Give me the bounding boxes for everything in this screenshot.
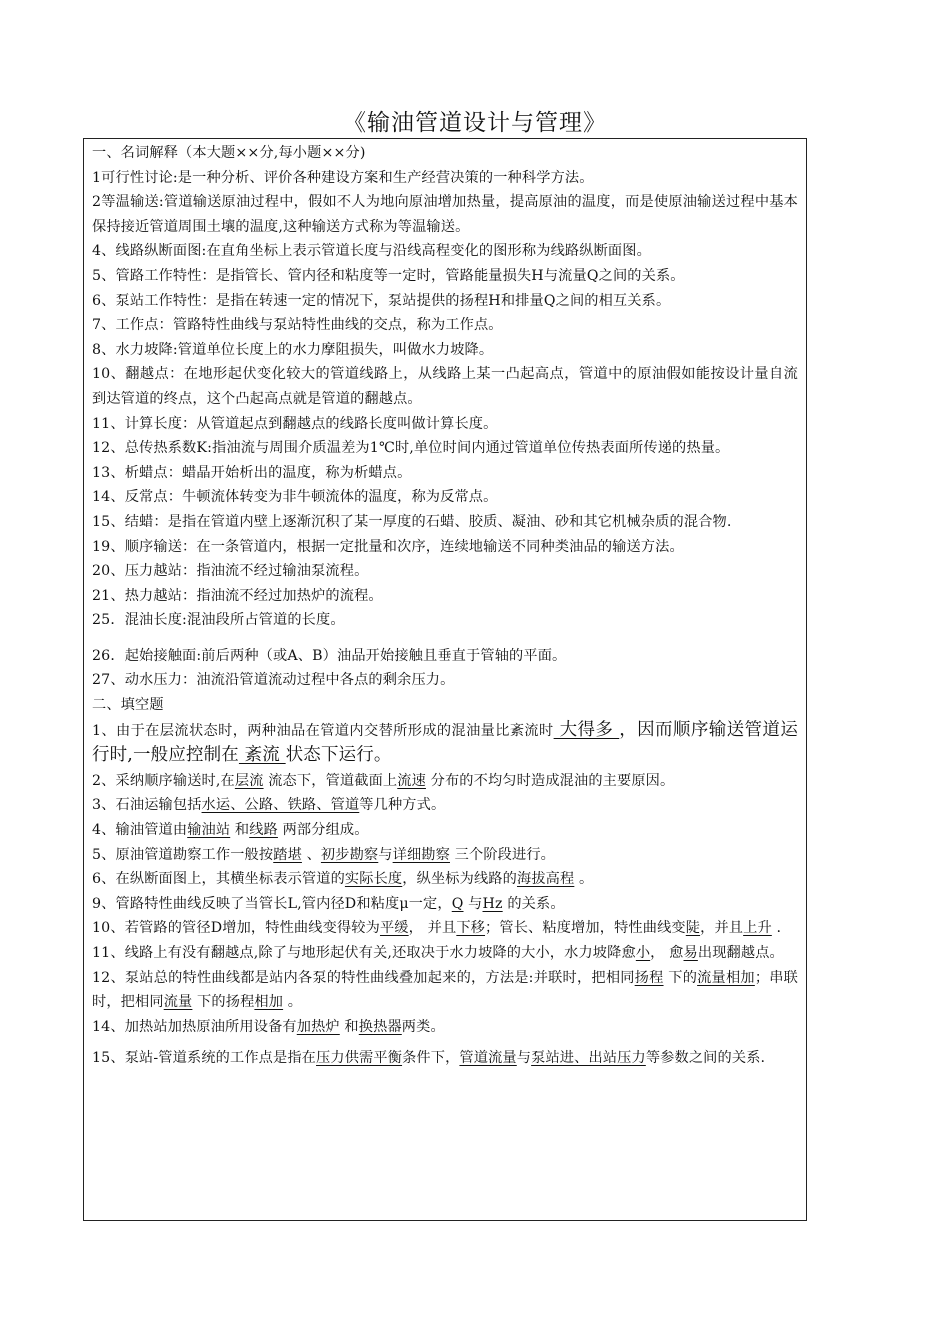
- definition-item: 1可行性讨论:是一种分析、评价各种建设方案和生产经营决策的一种科学方法。: [92, 169, 594, 186]
- question-text: ，纵坐标为线路的: [402, 871, 517, 888]
- question-text: 5、原油管道勘察工作一般按: [92, 846, 274, 863]
- question-text: ，并且: [700, 920, 744, 937]
- definition-item: 15、结蜡：是指在管道内壁上逐渐沉积了某一厚度的石蜡、胶质、凝油、砂和其它机械杂质的混合物.: [92, 513, 732, 530]
- fill-in-item: [92, 941, 798, 966]
- answer-blank: 流速: [397, 772, 426, 789]
- answer-blank: 踏堪: [273, 846, 302, 863]
- fill-in-item: [92, 1043, 798, 1073]
- question-text: 12、泵站总的特性曲线都是站内各泵的特性曲线叠加起来的，方法是:并联时，把相同: [92, 969, 635, 986]
- answer-blank: 实际长度: [344, 871, 403, 888]
- question-text: 1、由于在层流状态时，两种油品在管道内交替所形成的混油量比紊流时: [92, 722, 554, 739]
- question-text: 15、泵站-管道系统的工作点是指在: [92, 1050, 317, 1067]
- question-text: 状态下运行。: [285, 745, 392, 766]
- answer-blank: 管道流量: [459, 1050, 517, 1067]
- fill-in-item: [92, 843, 798, 868]
- question-text: 的关系。: [502, 895, 565, 912]
- definition-item: 20、压力越站：指油流不经过输油泵流程。: [92, 563, 369, 580]
- definition-item: 5、管路工作特性：是指管长、管内径和粘度等一定时，管路能量损失H与流量Q之间的关系。: [92, 267, 685, 284]
- answer-blank: 换热器: [358, 1018, 402, 1035]
- question-text: ，因而顺序输送管道运行时,一般应控制在: [92, 719, 798, 766]
- answer-blank: 输油站: [187, 822, 231, 839]
- question-text: 与: [463, 895, 483, 912]
- question-text: 和: [230, 822, 250, 839]
- question-text: 两部分组成。: [277, 822, 369, 839]
- definition-item: 13、析蜡点：蜡晶开始析出的温度，称为析蜡点。: [92, 464, 412, 481]
- answer-blank: 易: [683, 945, 698, 961]
- fill-in-item: [92, 867, 798, 892]
- question-text: 14、加热站加热原油所用设备有: [92, 1018, 297, 1035]
- definition-item: 8、水力坡降:管道单位长度上的水力摩阻损失，叫做水力坡降。: [92, 341, 494, 358]
- terms-section: [92, 141, 798, 718]
- answer-blank: 线路: [249, 822, 278, 839]
- fill-in-item: [92, 718, 798, 769]
- question-text: 、: [301, 846, 321, 863]
- fill-in-item: [92, 966, 798, 1015]
- question-text: 2、采纳顺序输送时,在: [92, 772, 235, 789]
- definition-item: 14、反常点：牛顿流体转变为非牛顿流体的温度，称为反常点。: [92, 489, 498, 506]
- question-text: 下的: [663, 969, 698, 986]
- question-text: .: [771, 920, 782, 937]
- question-text: 流态下，管道截面上: [263, 772, 398, 789]
- answer-blank: 下移: [456, 920, 486, 937]
- question-text: 三个阶段进行。: [449, 846, 556, 863]
- fill-in-item: [92, 818, 798, 843]
- definition-item: 6、泵站工作特性：是指在转速一定的情况下，泵站提供的扬程H和排量Q之间的相互关系。: [92, 292, 671, 309]
- answer-blank: 详细勘察: [392, 846, 450, 863]
- question-text: 。: [283, 994, 303, 1011]
- fill-in-item: [92, 793, 798, 818]
- definition-item: 10、翻越点：在地形起伏变化较大的管道线路上，从线路上某一凸起高点，管道中的原油假如能按设计量自流到达管道的终点，这个凸起高点就是管道的翻越点。: [92, 366, 798, 407]
- definition-item: 12、总传热系数K:指油流与周围介质温差为1℃时,单位时间内通过管道单位传热表面所传递的热量。: [92, 440, 730, 457]
- definition-item: 2等温输送:管道输送原油过程中，假如不人为地向原油增加热量，提高原油的温度，而是使原油输送过程中基本保持接近管道周围土壤的温度,这种输送方式称为等温输送。: [92, 194, 798, 235]
- definition-item: 19、顺序输送：在一条管道内，根据一定批量和次序，连续地输送不同种类油品的输送方法。: [92, 538, 684, 555]
- answer-blank: 加热炉: [296, 1018, 340, 1035]
- question-text: 3、石油运输包括: [92, 797, 202, 814]
- question-text: 下的扬程: [192, 994, 255, 1011]
- fill-in-item: [92, 1015, 798, 1040]
- answer-blank: 水运、公路、铁路、管道: [201, 797, 360, 814]
- definition-item: 7、工作点：管路特性曲线与泵站特性曲线的交点，称为工作点。: [92, 317, 503, 334]
- answer-blank: 初步勘察: [320, 846, 379, 863]
- question-text: 10、若管路的管径D增加，特性曲线变得较为: [92, 920, 380, 937]
- question-text: 出现翻越点。: [697, 945, 784, 961]
- fill-in-item: [92, 916, 798, 941]
- definition-item: 4、线路纵断面图:在直角坐标上表示管道长度与沿线高程变化的图形称为线路纵断面图。: [92, 243, 651, 260]
- question-text: ， 并且: [408, 920, 457, 937]
- section-heading-definitions: 一、名词解释（本大题××分,每小题××分): [92, 145, 366, 161]
- question-text: 与: [516, 1050, 532, 1067]
- question-text: 9、管路特性曲线反映了当管长L,管内径D和粘度μ一定，: [92, 895, 452, 912]
- question-text: 6、在纵断面图上，其横坐标表示管道的: [92, 871, 345, 888]
- answer-blank: 层流: [234, 772, 264, 789]
- question-text: ；串联时，把相同: [92, 969, 799, 1011]
- question-text: 两类。: [401, 1018, 445, 1035]
- question-text: 条件下，: [402, 1050, 460, 1067]
- definition-item: 26．起始接触面:前后两种（或A、B）油品开始接触且垂直于管轴的平面。: [92, 647, 567, 664]
- answer-blank: 大得多: [553, 719, 620, 740]
- definition-item: 27、动水压力：油流沿管道流动过程中各点的剩余压力。: [92, 672, 455, 689]
- document-title: 《输油管道设计与管理》: [343, 110, 607, 136]
- section-heading-fill-in: 二、填空题: [92, 697, 164, 714]
- question-text: 与: [378, 846, 393, 863]
- answer-blank: 相加: [254, 994, 284, 1011]
- fill-in-item: [92, 892, 798, 917]
- question-text: ；管长、粘度增加，特性曲线变: [485, 920, 686, 937]
- question-text: ， 愈: [650, 945, 684, 961]
- question-text: 11、线路上有没有翻越点,除了与地形起伏有关,还取决于水力坡降的大小，水力坡降愈: [92, 945, 636, 961]
- definition-item: 25．混油长度:混油段所占管道的长度。: [92, 612, 345, 629]
- question-text: 分布的不均匀时造成混油的主要原因。: [425, 772, 675, 789]
- answer-blank: 紊流: [238, 745, 286, 766]
- fill-in-section: [92, 718, 798, 1074]
- answer-blank: 陡: [685, 920, 701, 937]
- definition-item: 21、热力越站：指油流不经过加热炉的流程。: [92, 587, 383, 604]
- answer-blank: 平缓: [379, 920, 409, 937]
- answer-blank: 上升: [743, 920, 772, 937]
- question-text: 。: [574, 871, 594, 888]
- answer-blank: Hz: [482, 895, 503, 912]
- answer-blank: 流量相加: [697, 969, 755, 986]
- fill-in-item: [92, 769, 798, 794]
- answer-blank: 泵站进、出站压力: [531, 1050, 646, 1067]
- answer-blank: Q: [451, 895, 464, 912]
- content-box: [83, 138, 807, 1221]
- question-text: 4、输油管道由: [92, 822, 188, 839]
- answer-blank: 海拔高程: [516, 871, 575, 888]
- question-text: 和: [339, 1018, 359, 1035]
- answer-blank: 扬程: [634, 969, 664, 986]
- question-text: 等参数之间的关系.: [645, 1050, 766, 1067]
- answer-blank: 压力供需平衡: [316, 1050, 403, 1067]
- answer-blank: 流量: [163, 994, 193, 1011]
- answer-blank: 小: [635, 945, 651, 961]
- question-text: 等几种方式。: [359, 797, 446, 814]
- definition-item: 11、计算长度：从管道起点到翻越点的线路长度叫做计算长度。: [92, 415, 498, 432]
